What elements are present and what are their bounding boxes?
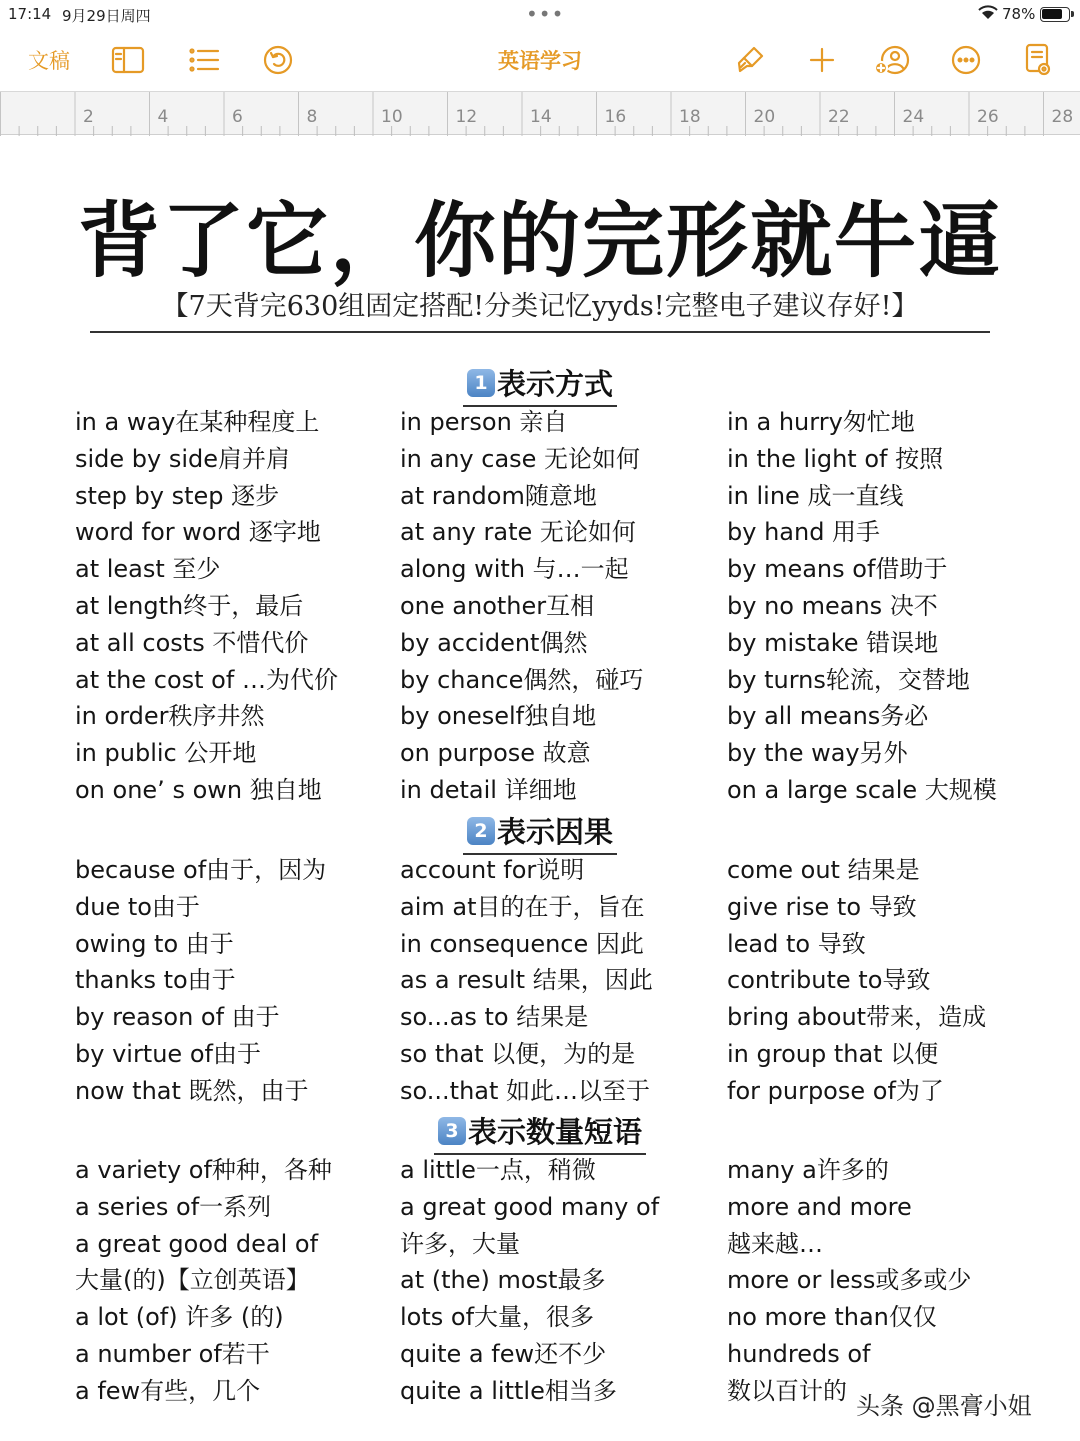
- phrase-item: by accident偶然: [400, 628, 588, 657]
- phrase-item: so...that 如此…以至于: [400, 1076, 651, 1105]
- phrase-item: 大量(的)【立创英语】: [75, 1266, 310, 1295]
- phrase-item: by mistake 错误地: [727, 628, 939, 657]
- phrase-item: along with 与…一起: [400, 555, 629, 584]
- phrase-item: a great good many of: [400, 1192, 660, 1221]
- reading-view-icon[interactable]: [1016, 30, 1060, 90]
- phrase-item: no more than仅仅: [727, 1303, 937, 1332]
- phrase-item: many a许多的: [727, 1156, 889, 1184]
- phrase-item: word for word 逐字地: [75, 518, 321, 547]
- phrase-column: [400, 404, 720, 809]
- phrase-item: at the cost of …为代价: [75, 665, 338, 694]
- phrase-item: at any rate 无论如何: [400, 518, 636, 547]
- phrase-item: a series of一系列: [75, 1192, 272, 1221]
- phrase-item: in line 成一直线: [727, 481, 904, 510]
- ruler-label: 10: [381, 107, 403, 127]
- phrase-item: in the light of 按照: [727, 444, 944, 473]
- ruler-label: 20: [753, 107, 776, 127]
- ruler-label: 18: [679, 107, 701, 127]
- phrase-item: in consequence 因此: [400, 929, 644, 958]
- phrase-item: by turns轮流，交替地: [727, 665, 970, 694]
- phrase-item: by the way另外: [727, 739, 908, 768]
- section-title: 表示数量短语: [467, 1115, 642, 1149]
- phrase-item: 数以百计的: [727, 1376, 847, 1405]
- phrase-item: more or less或多或少: [727, 1266, 972, 1295]
- phrase-item: by oneself独自地: [400, 702, 597, 731]
- watermark: 头条 @黑膏小姐: [856, 1392, 1032, 1420]
- phrase-item: in a way在某种程度上: [75, 408, 320, 436]
- number-badge-icon: 1: [467, 369, 495, 397]
- phrase-item: lots of大量，很多: [400, 1303, 595, 1332]
- section-heading: [0, 810, 1080, 855]
- ruler-label: 24: [902, 107, 925, 127]
- phrase-item: 许多，大量: [400, 1229, 520, 1258]
- collaborate-icon[interactable]: [868, 30, 916, 90]
- phrase-item: step by step 逐步: [75, 481, 280, 510]
- phrase-item: a number of若干: [75, 1339, 270, 1368]
- phrase-item: bring about带来，造成: [727, 1003, 987, 1032]
- phrase-item: contribute to导致: [727, 966, 931, 995]
- phrase-item: by hand 用手: [727, 518, 881, 547]
- phrase-item: at all costs 不惜代价: [75, 628, 309, 657]
- phrase-item: by means of借助于: [727, 555, 948, 584]
- phrase-item: a lot (of) 许多 (的): [75, 1303, 284, 1332]
- ruler-label: 6: [232, 107, 243, 127]
- list-view-icon[interactable]: [182, 30, 226, 90]
- phrase-item: because of由于，因为: [75, 856, 327, 884]
- page-title: 背了它，你的完形就牛逼: [77, 194, 1002, 289]
- phrase-item: in group that 以便: [727, 1039, 939, 1068]
- phrase-item: thanks to由于: [75, 966, 236, 995]
- ruler-label: 26: [977, 107, 999, 127]
- phrase-item: owing to 由于: [75, 929, 234, 958]
- section-title: 表示因果: [496, 815, 613, 849]
- phrase-column: [727, 404, 1047, 809]
- undo-icon[interactable]: [256, 30, 300, 90]
- section-heading: [0, 1110, 1080, 1155]
- ruler-label: 14: [530, 107, 552, 127]
- number-badge-icon: 3: [438, 1117, 466, 1145]
- add-icon[interactable]: [800, 30, 844, 90]
- phrase-item: on a large scale 大规模: [727, 775, 997, 804]
- phrase-item: in public 公开地: [75, 739, 257, 768]
- documents-button[interactable]: 文稿: [28, 49, 70, 73]
- phrase-item: by all means务必: [727, 702, 929, 731]
- phrase-item: by reason of 由于: [75, 1003, 280, 1032]
- phrase-item: now that 既然，由于: [75, 1076, 309, 1105]
- ruler-label: 12: [455, 107, 478, 127]
- ruler-label: 16: [604, 107, 627, 127]
- phrase-column: [400, 1152, 720, 1410]
- phrase-item: due to由于: [75, 892, 200, 921]
- ruler[interactable]: [0, 91, 1080, 135]
- ruler-label: 22: [828, 107, 850, 127]
- phrase-item: lead to 导致: [727, 929, 866, 958]
- phrase-item: by no means 决不: [727, 591, 938, 620]
- section-title: 表示方式: [496, 367, 613, 401]
- battery-percent: 78%: [1002, 5, 1036, 23]
- phrase-item: quite a little相当多: [400, 1376, 617, 1405]
- format-brush-icon[interactable]: [728, 30, 772, 90]
- phrase-item: a great good deal of: [75, 1229, 319, 1258]
- phrase-item: a few有些，几个: [75, 1376, 261, 1405]
- multitasking-dots-icon[interactable]: •••: [526, 2, 565, 26]
- document-page[interactable]: [0, 136, 1080, 1441]
- phrase-column: [75, 404, 395, 809]
- phrase-item: for purpose of为了: [727, 1076, 944, 1105]
- number-badge-icon: 2: [467, 817, 495, 845]
- phrase-item: on purpose 故意: [400, 739, 591, 768]
- phrase-item: in order秩序井然: [75, 702, 265, 731]
- battery-icon: [1040, 7, 1070, 22]
- phrase-item: quite a few还不少: [400, 1339, 607, 1368]
- phrase-item: side by side肩并肩: [75, 444, 291, 473]
- sidebar-toggle-icon[interactable]: [106, 30, 150, 90]
- phrase-item: a little一点，稍微: [400, 1156, 596, 1184]
- phrase-item: in a hurry匆忙地: [727, 408, 915, 436]
- phrase-column: [75, 1152, 395, 1410]
- phrase-column: [400, 852, 720, 1110]
- phrase-item: a variety of种种，各种: [75, 1156, 332, 1184]
- phrase-item: come out 结果是: [727, 856, 920, 884]
- phrase-item: account for说明: [400, 856, 585, 884]
- phrase-item: aim at目的在于，旨在: [400, 892, 645, 921]
- document-title[interactable]: 英语学习: [498, 49, 582, 73]
- phrase-column: [75, 852, 395, 1110]
- more-options-icon[interactable]: [944, 30, 988, 90]
- phrase-item: 越来越…: [727, 1229, 823, 1258]
- ruler-scale: [0, 92, 1080, 136]
- phrase-item: more and more: [727, 1192, 912, 1221]
- status-time: 17:14: [8, 5, 52, 23]
- section-heading: [0, 362, 1080, 407]
- page-subtitle: 【7天背完630组固定搭配!分类记忆yyds!完整电子建议存好!】: [90, 284, 990, 333]
- ruler-label: 28: [1051, 107, 1074, 127]
- toolbar: [0, 30, 1080, 90]
- ruler-label: 4: [157, 107, 169, 127]
- phrase-item: give rise to 导致: [727, 892, 917, 921]
- phrase-column: [727, 1152, 1047, 1410]
- status-date: 9月29日周四: [62, 7, 151, 25]
- wifi-icon: [978, 5, 998, 25]
- phrase-item: in detail 详细地: [400, 775, 577, 804]
- phrase-item: at length终于，最后: [75, 591, 304, 620]
- phrase-item: so that 以便，为的是: [400, 1039, 636, 1068]
- ruler-label: 8: [306, 107, 318, 127]
- phrase-item: by chance偶然，碰巧: [400, 665, 644, 694]
- phrase-item: at random随意地: [400, 481, 597, 510]
- phrase-item: so...as to 结果是: [400, 1003, 589, 1032]
- status-bar: [0, 0, 1080, 30]
- phrase-item: in any case 无论如何: [400, 444, 641, 473]
- phrase-item: one another互相: [400, 591, 595, 620]
- phrase-item: by virtue of由于: [75, 1039, 261, 1068]
- phrase-item: in person 亲自: [400, 408, 568, 436]
- phrase-item: at least 至少: [75, 555, 221, 584]
- phrase-item: at (the) most最多: [400, 1266, 606, 1295]
- phrase-item: hundreds of: [727, 1339, 871, 1368]
- phrase-item: on one’ s own 独自地: [75, 775, 322, 804]
- phrase-column: [727, 852, 1047, 1110]
- phrase-item: as a result 结果，因此: [400, 966, 653, 995]
- ruler-label: 2: [83, 107, 94, 127]
